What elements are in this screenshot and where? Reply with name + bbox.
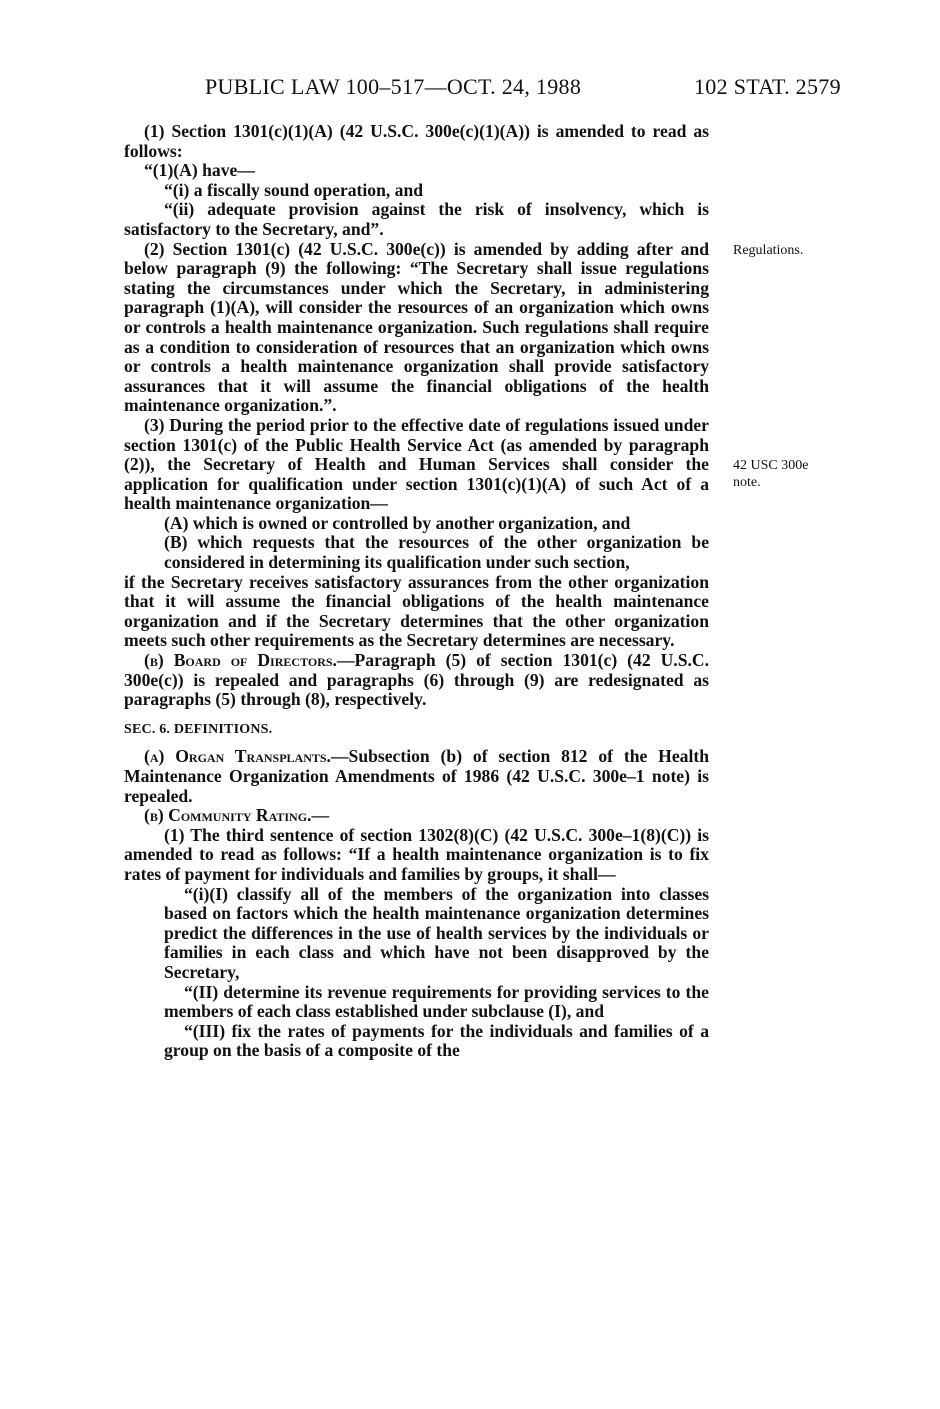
subsection-b-text: —Paragraph (5) of section 1301(c) (42 U.S.C. 300e(c)) is repealed and paragraphs (6) through (9) are redesignated as paragraphs (5) through (8), respectively. (124, 650, 709, 710)
paragraph-1-a-ii: “(ii) adequate provision against the risk of insolvency, which is satisfactory to the Secretary, and”. (124, 199, 709, 239)
subsection-a-heading: (a) Organ Transplants. (144, 746, 331, 767)
margin-note-usc-line1: 42 USC 300e (733, 458, 809, 473)
subsection-a-organ (124, 747, 709, 806)
running-header: PUBLIC LAW 100–517—OCT. 24, 1988 (205, 74, 582, 99)
paragraph-1-a-i: “(i) a fiscally sound operation, and (164, 179, 424, 200)
paragraph-3-tail: if the Secretary receives satisfactory assurances from the other organization that it will assume the financial obligations of the health maintenance organization and if the Secretary determines that the other organization meets such other requirements as the Secretary determines are necessary. (124, 571, 709, 651)
subsection-a-text: —Subsection (b) of section 812 of the Health Maintenance Organization Amendments of 1986 (42 U.S.C. 300e–1 note) is repealed. (124, 746, 709, 806)
clause-III: “(III) fix the rates of payments for the individuals and families of a group on the basis of a composite of the (164, 1020, 709, 1061)
subsection-b-community-dash: — (311, 805, 330, 826)
section-6-heading: SEC. 6. DEFINITIONS. (124, 721, 273, 737)
clause-II: “(II) determine its revenue requirements for providing services to the members of each class established under subclause (I), and (164, 981, 709, 1022)
paragraph-3: (3) During the period prior to the effective date of regulations issued under section 1301(c) of the Public Health Service Act (as amended by paragraph (2)), the Secretary of Health and Human Services shall consider the application for qualification under section 1301(c)(1)(A) of such Act of a health maintenance organization— (124, 414, 709, 514)
paragraph-1: (1) Section 1301(c)(1)(A) (42 U.S.C. 300e(c)(1)(A)) is amended to read as follows: (124, 121, 709, 161)
statute-body (124, 122, 709, 1061)
subsection-b-board (124, 651, 709, 710)
paragraph-3-B: (B) which requests that the resources of the other organization be considered in determining its qualification under such section, (164, 532, 709, 573)
subsection-b-community (124, 806, 709, 826)
paragraph-3-A: (A) which is owned or controlled by another organization, and (164, 512, 631, 533)
page-number: 102 STAT. 2579 (694, 74, 841, 99)
subsection-b-community-heading: (b) Community Rating. (144, 805, 312, 826)
community-paragraph-1: (1) The third sentence of section 1302(8)(C) (42 U.S.C. 300e–1(8)(C)) is amended to read as follows: “If a health maintenance organization is to fix rates of payment for individuals and families by groups, it shall— (124, 824, 709, 884)
paragraph-2: (2) Section 1301(c) (42 U.S.C. 300e(c)) is amended by adding after and below paragraph (9) the following: “The Secretary shall issue regulations stating the circumstances under which the Secretary, in administering paragraph (1)(A), will consider the resources of an organization which owns or controls a health maintenance organization. Such regulations shall require as a condition to consideration of resources that an organization which owns or controls a health maintenance organization shall provide satisfactory assurances that it will assume the financial obligations of the health maintenance organization.”. (124, 238, 709, 416)
margin-note-usc-line2: note. (733, 475, 761, 490)
margin-note-usc (733, 457, 843, 491)
paragraph-1-a: “(1)(A) have— (144, 160, 255, 181)
subsection-b-heading: (b) Board of Directors. (144, 650, 337, 671)
clause-i-I: “(i)(I) classify all of the members of the organization into classes based on factors which the health maintenance organization determines predict the differences in the use of health services by the individuals or families in each class and which have not been disapproved by the Secretary, (164, 883, 709, 982)
margin-note-regulations: Regulations. (733, 243, 804, 258)
